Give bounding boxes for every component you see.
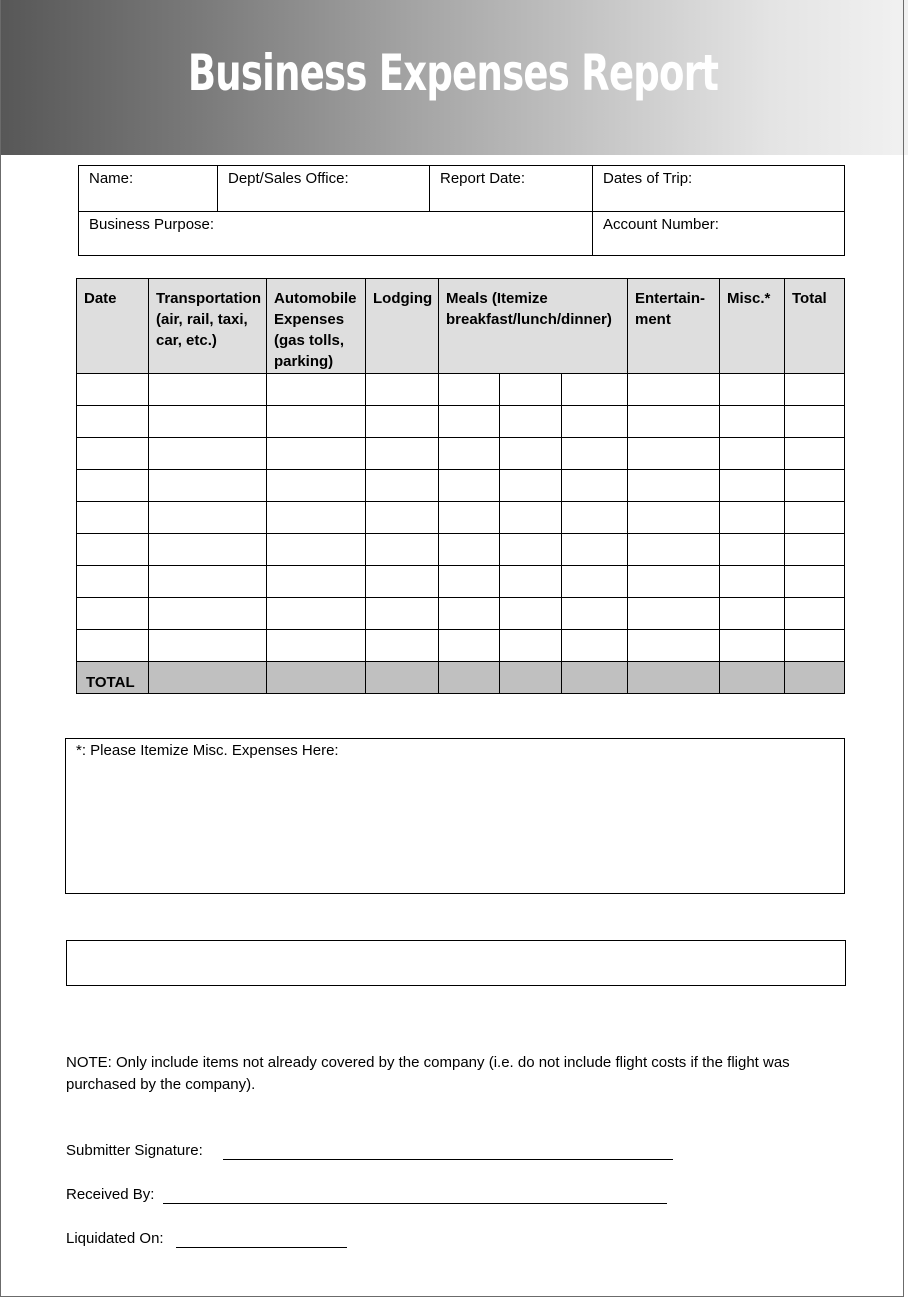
total-cell[interactable] [628,662,719,693]
table-cell[interactable] [500,598,561,629]
table-cell[interactable] [77,502,148,533]
total-cell[interactable] [267,662,365,693]
table-cell[interactable] [500,630,561,661]
table-cell[interactable] [77,438,148,469]
table-cell[interactable] [562,630,627,661]
table-cell[interactable] [267,534,365,565]
table-cell[interactable] [628,630,719,661]
table-cell[interactable] [366,406,438,437]
table-cell[interactable] [562,470,627,501]
column-header-entertainment: Entertain-ment [635,290,706,328]
name-field[interactable] [79,166,217,211]
table-cell[interactable] [720,438,784,469]
table-cell[interactable] [439,374,499,405]
blank-entry-box[interactable] [66,940,846,986]
table-cell[interactable] [366,502,438,533]
table-cell[interactable] [720,598,784,629]
table-cell[interactable] [366,438,438,469]
divider [76,278,845,279]
misc-expenses-box[interactable] [65,738,845,894]
name-label: Name: [89,170,134,187]
column-header-total: Total [792,290,827,307]
total-cell[interactable] [785,662,844,693]
table-cell[interactable] [439,630,499,661]
dates-of-trip-label: Dates of Trip: [603,170,693,187]
table-cell[interactable] [439,534,499,565]
table-cell[interactable] [439,598,499,629]
table-cell[interactable] [267,502,365,533]
table-cell[interactable] [439,566,499,597]
table-cell[interactable] [785,438,844,469]
table-cell[interactable] [562,566,627,597]
received-by-line[interactable] [163,1203,667,1204]
table-cell[interactable] [149,438,266,469]
note-text: NOTE: Only include items not already covered by the company (i.e. do not include flight costs if the flight was purchased by the company). [66,1054,790,1093]
total-cell[interactable] [562,662,627,693]
table-cell[interactable] [77,470,148,501]
table-cell[interactable] [785,374,844,405]
table-cell[interactable] [77,534,148,565]
table-cell[interactable] [500,406,561,437]
column-header-date: Date [84,290,117,307]
total-cell[interactable] [439,662,499,693]
table-cell[interactable] [500,470,561,501]
table-cell[interactable] [77,406,148,437]
column-header-automobile: Automobile Expenses (gas tolls, parking) [274,290,357,370]
table-cell[interactable] [500,374,561,405]
table-cell[interactable] [628,438,719,469]
table-cell[interactable] [562,438,627,469]
table-cell[interactable] [628,374,719,405]
divider [76,693,845,694]
dates-of-trip-field[interactable] [593,166,844,211]
table-cell[interactable] [628,598,719,629]
dept-sales-office-label: Dept/Sales Office: [228,170,349,187]
page-title: Business Expenses Report [187,44,719,102]
table-cell[interactable] [267,438,365,469]
submitter-signature-line[interactable] [223,1159,673,1160]
table-cell[interactable] [267,470,365,501]
table-cell[interactable] [720,502,784,533]
table-cell[interactable] [785,566,844,597]
table-cell[interactable] [149,598,266,629]
total-cell[interactable] [149,662,266,693]
column-header-misc: Misc.* [727,290,771,307]
report-date-label: Report Date: [440,170,526,187]
table-cell[interactable] [628,502,719,533]
business-purpose-field[interactable] [79,212,592,255]
table-cell[interactable] [720,566,784,597]
table-cell[interactable] [149,374,266,405]
divider [844,278,845,694]
business-purpose-label: Business Purpose: [89,216,215,233]
table-cell[interactable] [366,534,438,565]
expenses-table [76,278,845,694]
table-cell[interactable] [785,470,844,501]
table-cell[interactable] [439,406,499,437]
table-cell[interactable] [149,630,266,661]
table-cell[interactable] [267,630,365,661]
table-cell[interactable] [785,534,844,565]
account-number-label: Account Number: [603,216,719,233]
table-cell[interactable] [267,374,365,405]
table-cell[interactable] [562,502,627,533]
table-cell[interactable] [366,470,438,501]
table-cell[interactable] [500,502,561,533]
table-cell[interactable] [149,470,266,501]
table-cell[interactable] [366,598,438,629]
table-cell[interactable] [628,470,719,501]
table-cell[interactable] [439,502,499,533]
misc-expenses-label: *: Please Itemize Misc. Expenses Here: [76,742,339,759]
table-cell[interactable] [366,630,438,661]
table-cell[interactable] [785,406,844,437]
table-cell[interactable] [562,374,627,405]
table-cell[interactable] [628,406,719,437]
table-cell[interactable] [77,566,148,597]
column-header-lodging: Lodging [373,290,433,307]
table-cell[interactable] [149,406,266,437]
table-cell[interactable] [439,438,499,469]
table-cell[interactable] [562,406,627,437]
table-cell[interactable] [500,438,561,469]
table-cell[interactable] [562,534,627,565]
table-cell[interactable] [720,406,784,437]
table-cell[interactable] [720,470,784,501]
table-cell[interactable] [366,374,438,405]
submitter-signature-label: Submitter Signature: [66,1142,203,1159]
table-cell[interactable] [77,598,148,629]
table-cell[interactable] [149,502,266,533]
liquidated-on-line[interactable] [176,1247,347,1248]
table-cell[interactable] [500,566,561,597]
dept-sales-office-field[interactable] [218,166,429,211]
table-cell[interactable] [628,534,719,565]
table-cell[interactable] [267,598,365,629]
table-cell[interactable] [720,534,784,565]
account-number-field[interactable] [593,212,844,255]
table-cell[interactable] [366,566,438,597]
column-header-transportation: Transportation (air, rail, taxi, car, etc.) [156,290,262,349]
received-by-label: Received By: [66,1186,155,1203]
trip-info-table [78,165,845,256]
table-cell[interactable] [720,374,784,405]
table-cell[interactable] [562,598,627,629]
table-cell[interactable] [785,598,844,629]
report-date-field[interactable] [430,166,592,211]
total-cell[interactable] [500,662,561,693]
table-cell[interactable] [500,534,561,565]
table-cell[interactable] [439,470,499,501]
table-cell[interactable] [77,374,148,405]
column-header-meals: Meals (Itemize breakfast/lunch/dinner) [446,290,612,328]
total-cell[interactable] [366,662,438,693]
total-label: TOTAL [86,674,135,691]
table-cell[interactable] [785,502,844,533]
liquidated-on-label: Liquidated On: [66,1230,164,1247]
table-cell[interactable] [720,630,784,661]
table-cell[interactable] [785,630,844,661]
table-cell[interactable] [267,566,365,597]
title-banner [0,0,908,155]
total-cell[interactable] [720,662,784,693]
table-cell[interactable] [149,566,266,597]
table-cell[interactable] [149,534,266,565]
table-cell[interactable] [77,630,148,661]
table-cell[interactable] [628,566,719,597]
table-cell[interactable] [267,406,365,437]
